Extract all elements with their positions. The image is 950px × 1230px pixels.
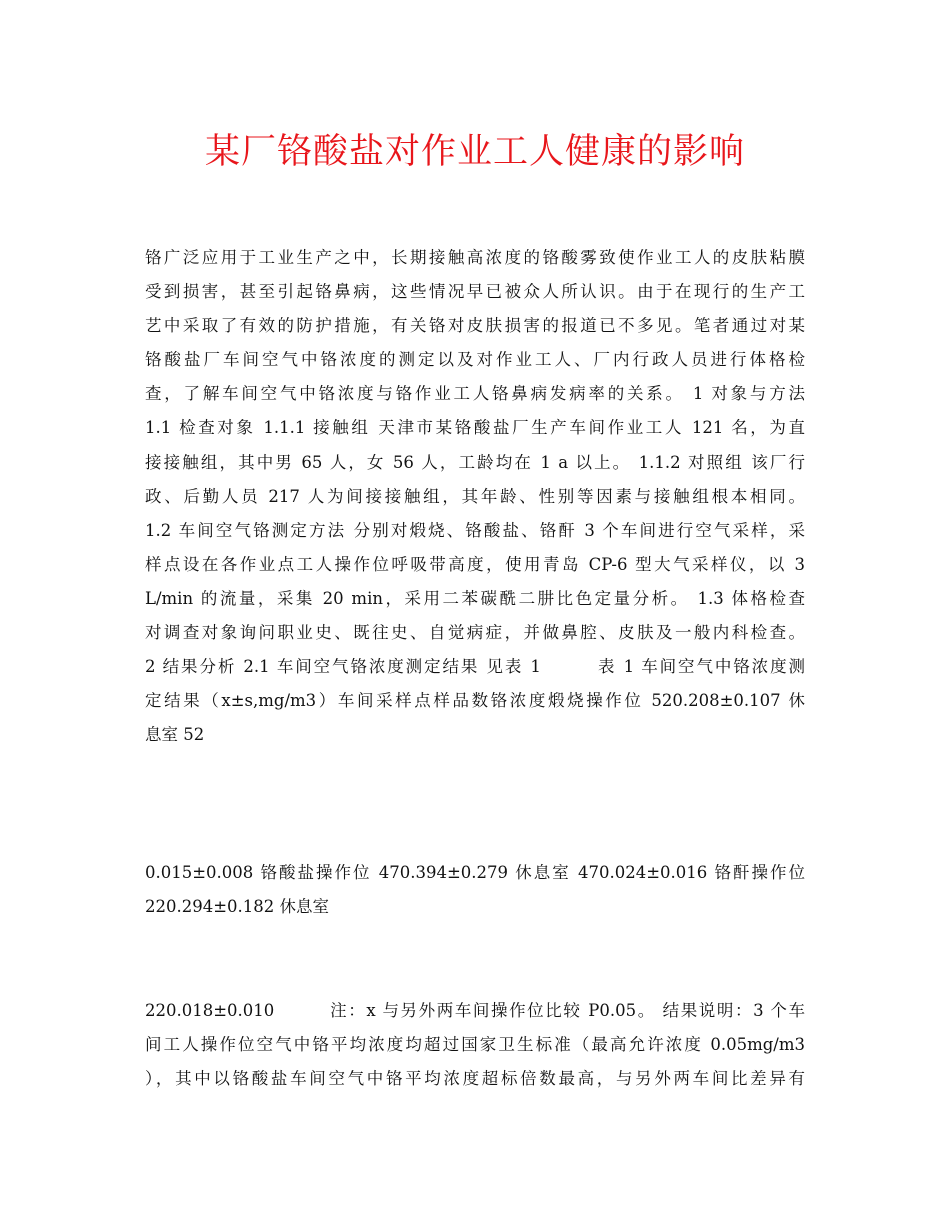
text-line: 政、后勤人员 217 人为间接接触组，其年龄、性别等因素与接触组根本相同。: [145, 487, 805, 506]
text-line: 对调查对象询问职业史、既往史、自觉病症，并做鼻腔、皮肤及一般内科检查。: [145, 623, 805, 642]
text-line: 受到损害，甚至引起铬鼻病，这些情况早已被众人所认识。由于在现行的生产工: [145, 282, 805, 301]
text-line: 220.018±0.010 注：x 与另外两车间操作位比较 P0.05。 结果说明：3 个车: [145, 1001, 805, 1020]
text-line: 接接触组，其中男 65 人，女 56 人，工龄均在 1 a 以上。 1.1.2 对照组 该厂行: [145, 453, 805, 472]
text-line: 0.015±0.008 铬酸盐操作位 470.394±0.279 休息室 470.024±0.016 铬酐操作位: [145, 863, 805, 882]
text-line: L/min 的流量，采集 20 min，采用二苯碳酰二肼比色定量分析。 1.3 体格检查: [145, 589, 805, 608]
text-line: 1.1 检查对象 1.1.1 接触组 天津市某铬酸盐厂生产车间作业工人 121 名，为直: [145, 418, 805, 437]
text-line: 间工人操作位空气中铬平均浓度均超过国家卫生标准（最高允许浓度 0.05mg/m3: [145, 1035, 805, 1054]
text-line: 息室 52: [145, 725, 205, 744]
text-line: 铬广泛应用于工业生产之中，长期接触高浓度的铬酸雾致使作业工人的皮肤粘膜: [145, 248, 805, 267]
text-line: 查，了解车间空气中铬浓度与铬作业工人铬鼻病发病率的关系。 1 对象与方法: [145, 384, 805, 403]
text-line: 定结果（x±s,mg/m3）车间采样点样品数铬浓度煅烧操作位 520.208±0.107 休: [145, 691, 805, 710]
text-line: 220.294±0.182 休息室: [145, 897, 330, 916]
text-line: 2 结果分析 2.1 车间空气铬浓度测定结果 见表 1 表 1 车间空气中铬浓度测: [145, 657, 805, 676]
text-line: 铬酸盐厂车间空气中铬浓度的测定以及对作业工人、厂内行政人员进行体格检: [145, 350, 805, 369]
text-line: ），其中以铬酸盐车间空气中铬平均浓度超标倍数最高，与另外两车间比差异有: [145, 1069, 805, 1088]
text-line: 1.2 车间空气铬测定方法 分别对煅烧、铬酸盐、铬酐 3 个车间进行空气采样，采: [145, 521, 805, 540]
document-title: 某厂铬酸盐对作业工人健康的影响: [204, 132, 745, 172]
text-line: 艺中采取了有效的防护措施，有关铬对皮肤损害的报道已不多见。笔者通过对某: [145, 316, 805, 335]
text-line: 样点设在各作业点工人操作位呼吸带高度，使用青岛 CP-6 型大气采样仪，以 3: [145, 555, 805, 574]
